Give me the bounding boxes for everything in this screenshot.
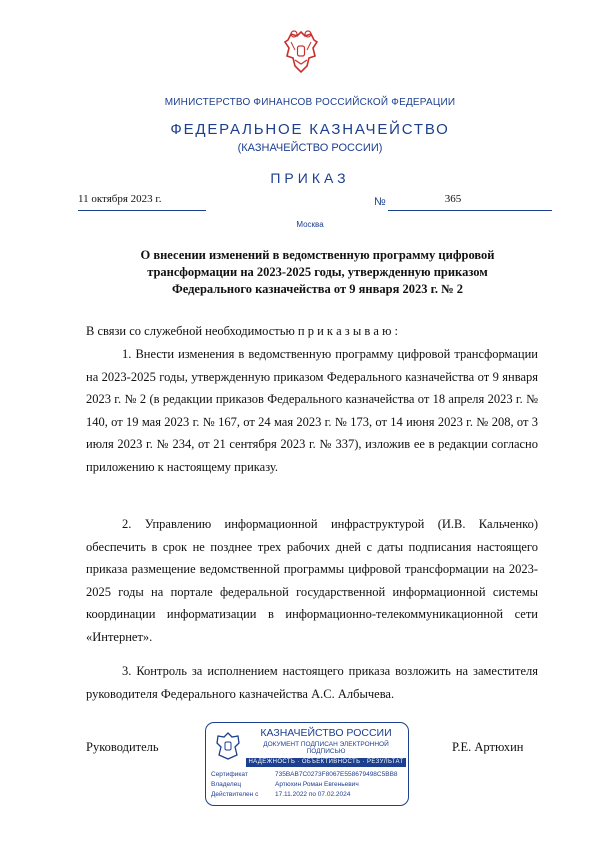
- e-signature-stamp: [205, 722, 409, 806]
- order-number: 365: [444, 193, 462, 205]
- stamp-key: Владелец: [211, 781, 242, 788]
- stamp-value: 735BAB7C0273F8067E558679498C5BB8: [275, 771, 398, 778]
- date-underline: [78, 210, 206, 211]
- paragraph-3: 3. Контроль за исполнением настоящего приказа возложить на заместителя руководителя Федерального казначейства А.С. Албычева.: [86, 664, 538, 701]
- stamp-row-owner: [211, 781, 407, 789]
- stamp-row-certificate: [211, 771, 407, 779]
- signer-role: Руководитель: [86, 740, 159, 754]
- stamp-key: Действителен с: [211, 791, 259, 798]
- stamp-org: КАЗНАЧЕЙСТВО РОССИИ: [260, 727, 392, 739]
- paragraph-2: 2. Управлению информационной инфраструктурой (И.В. Кальченко) обеспечить в срок не позднее трех рабочих дней с даты подписания настоящего приказа размещение ведомственной программы цифровой трансформации на 2023-2025 годы на портале федеральной государственной информационной системы координации информатизации в информационно-телекоммуникационной сети «Интернет».: [86, 517, 538, 644]
- stamp-doc-signed: ДОКУМЕНТ ПОДПИСАН ЭЛЕКТРОННОЙ ПОДПИСЬЮ: [263, 741, 389, 755]
- paragraph-1: 1. Внести изменения в ведомственную программу цифровой трансформации на 2023-2025 годы, утвержденную приказом Федерального казначейства от 9 января 2023 г. № 2 (в редакции приказов Федерального казначейства от 18 апреля 2023 г. № 140, от 19 мая 2023 г. № 167, от 24 мая 2023 г. № 173, от 14 июня 2023 г. № 208, от 3 июля 2023 г. № 234, от 21 сентября 2023 г. № 337), изложив ее в редакции согласно приложению к настоящему приказу.: [86, 347, 538, 474]
- ministry-name: МИНИСТЕРСТВО ФИНАНСОВ РОССИЙСКОЙ ФЕДЕРАЦИИ: [164, 97, 456, 108]
- number-sign: №: [374, 196, 386, 208]
- document-type: ПРИКАЗ: [270, 170, 350, 186]
- coat-of-arms-icon: [283, 28, 319, 76]
- stamp-motto: НАДЕЖНОСТЬ · ОБЪЕКТИВНОСТЬ · РЕЗУЛЬТАТ: [246, 758, 406, 767]
- order-date: 11 октября 2023 г.: [78, 193, 162, 205]
- document-title: О внесении изменений в ведомственную программу цифровой трансформации на 2023-2025 годы, утвержденную приказом Федерального казначейства от 9 января 2023 г. № 2: [140, 248, 495, 296]
- agency-name: ФЕДЕРАЛЬНОЕ КАЗНАЧЕЙСТВО: [170, 121, 450, 138]
- agency-short-name: (КАЗНАЧЕЙСТВО РОССИИ): [237, 142, 383, 154]
- stamp-value: 17.11.2022 по 07.02.2024: [275, 791, 351, 798]
- number-underline: [388, 210, 552, 211]
- stamp-key: Сертификат: [211, 771, 248, 778]
- intro-paragraph: В связи со служебной необходимостью п р и к а з ы в а ю :: [86, 324, 399, 338]
- signer-name: Р.Е. Артюхин: [452, 740, 524, 754]
- stamp-value: Артюхин Роман Евгеньевич: [275, 781, 359, 788]
- city: Москва: [296, 220, 324, 229]
- treasury-emblem-icon: [214, 731, 242, 761]
- stamp-row-validity: [211, 791, 407, 799]
